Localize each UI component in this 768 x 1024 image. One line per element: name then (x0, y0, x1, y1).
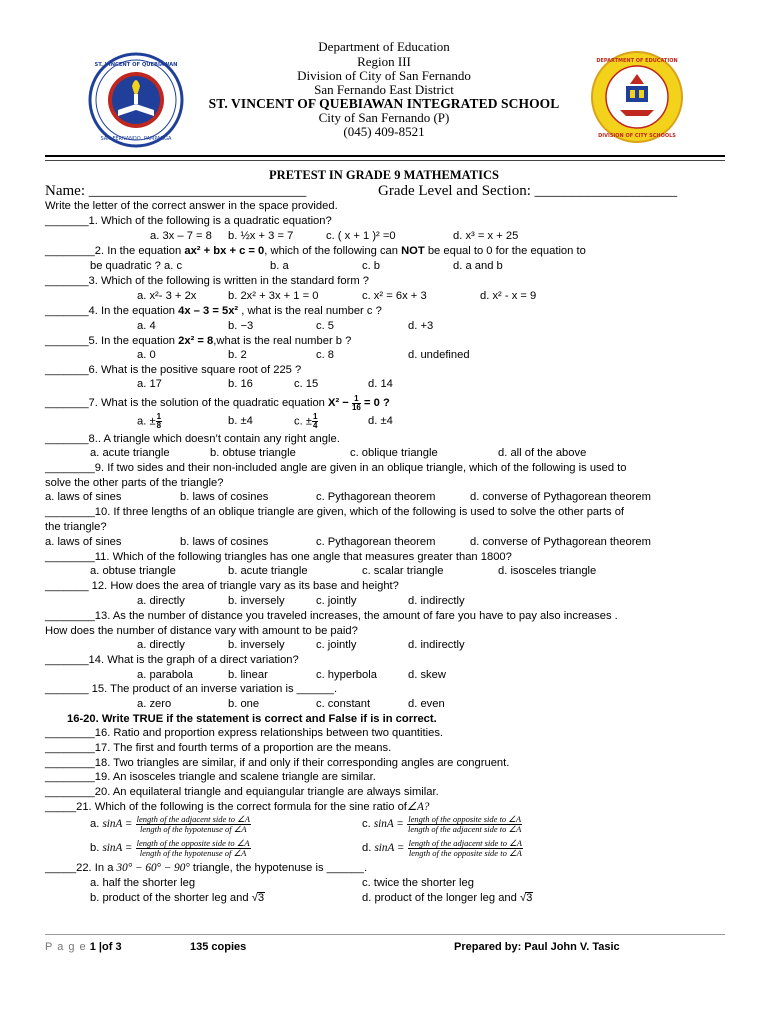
page-word: P a g e (45, 941, 87, 953)
q12-option-c: c. jointly (316, 595, 357, 607)
q21-option-a-label: a. (90, 818, 103, 830)
q22-option-a: a. half the shorter leg (90, 877, 196, 889)
q7-option-c-num: 1 (312, 412, 318, 421)
q21-option-b-fraction (136, 839, 251, 858)
q2-text: ________2. In the equation (45, 245, 185, 257)
question-19: ________19. An isosceles triangle and scalene triangle are similar. (45, 771, 376, 783)
question-9: ________9. If two sides and their non-included angle are given in an oblique triangle, which of the following is used to (45, 462, 627, 474)
page-indicator (45, 941, 122, 953)
q21-option-d (362, 837, 523, 859)
q8-option-c: c. oblique triangle (350, 447, 438, 459)
q7-option-a-num: 1 (156, 412, 162, 421)
q21-option-a-fraction (136, 815, 251, 834)
header-region: Region III (357, 54, 411, 69)
name-blank[interactable]: _____________________________ (88, 183, 307, 199)
q7-option-c-den: 4 (312, 421, 318, 430)
q5-text-end: ,what is the real number b ? (213, 335, 352, 347)
question-20: ________20. An equilateral triangle and equiangular triangle are always similar. (45, 786, 439, 798)
question-14: _______14. What is the graph of a direct variation? (45, 654, 299, 666)
header-city: City of San Fernando (P) (318, 110, 450, 125)
q14-option-a: a. parabola (137, 669, 193, 681)
q21-option-d-sin: sinA = (374, 842, 405, 854)
question-1: _______1. Which of the following is a quadratic equation? (45, 215, 332, 227)
q4-option-c: c. 5 (316, 320, 335, 332)
svg-text:SAN FERNANDO, PAMPANGA: SAN FERNANDO, PAMPANGA (100, 136, 172, 142)
q11-option-b: b. acute triangle (228, 565, 308, 577)
q7-fraction-den: 16 (351, 402, 361, 412)
question-4 (45, 304, 382, 318)
q14-option-c: c. hyperbola (316, 669, 377, 681)
q8-option-b: b. obtuse triangle (210, 447, 296, 459)
q6-option-b: b. 16 (228, 378, 253, 390)
sqrt-icon: √ (251, 892, 258, 904)
q5-option-a: a. 0 (137, 349, 156, 361)
q8-option-d: d. all of the above (498, 447, 587, 459)
q15-option-c: c. constant (316, 698, 371, 710)
q21-d-num: length of the adjacent side to ∠A (408, 837, 522, 848)
q4-option-d: d. +3 (408, 320, 434, 332)
question-13: ________13. As the number of distance you traveled increases, the amount of fare you have to pay also increases . (45, 610, 618, 622)
copies-count: 135 copies (190, 941, 247, 953)
q15-option-a: a. zero (137, 698, 172, 710)
q11-option-a: a. obtuse triangle (90, 565, 176, 577)
q2-option-c: c. b (362, 260, 381, 272)
q21-angle: ∠A? (406, 801, 430, 813)
q22-option-b-text: b. product of the shorter leg and (90, 892, 252, 904)
question-18: ________18. Two triangles are similar, if and only if their corresponding angles are congruent. (45, 757, 510, 769)
page-number: 1 (89, 941, 96, 953)
page-title: PRETEST IN GRADE 9 MATHEMATICS (269, 168, 499, 182)
header-division: Division of City of San Fernando (297, 68, 471, 83)
q2-not: NOT (401, 245, 425, 257)
q7-equation: X² − (328, 397, 349, 409)
name-label: Name: (45, 183, 89, 199)
q7-option-a-fraction (156, 413, 162, 430)
q4-option-a: a. 4 (137, 320, 156, 332)
header-department: Department of Education (318, 39, 450, 54)
q3-option-a: a. x²- 3 + 2x (137, 290, 197, 302)
q15-option-d: d. even (408, 698, 445, 710)
question-16: ________16. Ratio and proportion express relationships between two quantities. (45, 727, 444, 739)
name-line (45, 182, 306, 200)
q10-option-c: c. Pythagorean theorem (316, 536, 436, 548)
q13-option-b: b. inversely (228, 639, 285, 651)
q15-option-b: b. one (228, 698, 260, 710)
true-false-instructions: 16-20. Write TRUE if the statement is correct and False if is in correct. (67, 713, 437, 725)
grade-line (378, 182, 677, 200)
question-21 (45, 800, 429, 814)
q21-option-d-label: d. (362, 842, 375, 854)
q21-option-a-sin: sinA = (102, 818, 133, 830)
q12-option-b: b. inversely (228, 595, 285, 607)
q7-option-a-den: 8 (156, 421, 162, 430)
q11-option-d: d. isosceles triangle (498, 565, 597, 577)
q2-option-a: be quadratic ? a. c (90, 260, 183, 272)
q1-option-c: c. ( x + 1 )² =0 (326, 230, 396, 242)
q21-option-b-sin: sinA = (102, 842, 133, 854)
grade-blank[interactable]: ___________________ (534, 183, 678, 199)
footer-divider (45, 934, 725, 935)
svg-text:DIVISION OF CITY SCHOOLS: DIVISION OF CITY SCHOOLS (598, 133, 676, 139)
q4-text: _______4. In the equation (45, 305, 179, 317)
q7-option-a (137, 413, 162, 430)
q21-option-d-fraction (408, 839, 523, 858)
q22-text-end: triangle, the hypotenuse is ______. (189, 862, 368, 874)
page-of: |of 3 (98, 941, 122, 953)
header-district: San Fernando East District (314, 82, 454, 97)
q22-text: _____22. In a (45, 862, 117, 874)
question-11: ________11. Which of the following triangles has one angle that measures greater than 1800? (45, 551, 512, 563)
svg-text:ST. VINCENT OF QUEBIAWAN: ST. VINCENT OF QUEBIAWAN (94, 62, 178, 68)
q22-option-d-radicand: 3 (526, 892, 533, 904)
q21-option-b-label: b. (90, 842, 103, 854)
q22-option-c: c. twice the shorter leg (362, 877, 474, 889)
q13-option-a: a. directly (137, 639, 185, 651)
q7-option-d: d. ±4 (368, 415, 393, 427)
q10-option-d: d. converse of Pythagorean theorem (470, 536, 651, 548)
question-17: ________17. The first and fourth terms of a proportion are the means. (45, 742, 392, 754)
q2-text-mid: , which of the following can (264, 245, 402, 257)
question-12: _______ 12. How does the area of triangle vary as its base and height? (45, 580, 399, 592)
q3-option-b: b. 2x² + 3x + 1 = 0 (228, 290, 319, 302)
question-6: _______6. What is the positive square root of 225 ? (45, 364, 302, 376)
q21-option-b (90, 837, 251, 859)
question-2 (45, 244, 586, 258)
q6-option-a: a. 17 (137, 378, 162, 390)
question-9-cont: solve the other parts of the triangle? (45, 477, 224, 489)
q7-option-b: b. ±4 (228, 415, 253, 427)
q7-option-c-label: c. ± (294, 415, 312, 428)
q3-option-c: c. x² = 6x + 3 (362, 290, 427, 302)
header-divider (45, 155, 725, 157)
q11-option-c: c. scalar triangle (362, 565, 444, 577)
q2-option-d: d. a and b (453, 260, 503, 272)
q4-option-b: b. −3 (228, 320, 254, 332)
q5-option-d: d. undefined (408, 349, 470, 361)
q22-option-b (90, 891, 265, 905)
question-7 (45, 394, 390, 412)
q12-option-d: d. indirectly (408, 595, 465, 607)
q21-a-den: length of the hypotenuse of ∠A (140, 823, 247, 834)
q4-text-end: , what is the real number c ? (238, 305, 382, 317)
school-name: ST. VINCENT OF QUEBIAWAN INTEGRATED SCHOOL (208, 96, 560, 111)
header-divider-thin (45, 160, 725, 161)
q7-option-c-fraction (312, 413, 318, 430)
question-10-cont: the triangle? (45, 521, 107, 533)
q9-option-c: c. Pythagorean theorem (316, 491, 436, 503)
q6-option-c: c. 15 (294, 378, 319, 390)
q21-option-c (362, 813, 522, 835)
q21-text: _____21. Which of the following is the correct formula for the sine ratio of (45, 801, 407, 813)
q3-option-d: d. x² - x = 9 (480, 290, 537, 302)
q4-equation: 4x – 3 = 5x² (178, 305, 239, 317)
q1-option-b: b. ½x + 3 = 7 (228, 230, 294, 242)
q21-b-den: length of the hypotenuse of ∠A (139, 847, 247, 858)
q22-option-d (362, 891, 533, 905)
q9-option-d: d. converse of Pythagorean theorem (470, 491, 651, 503)
grade-label: Grade Level and Section: (378, 183, 535, 199)
q21-option-a (90, 813, 251, 835)
question-15: _______ 15. The product of an inverse variation is ______. (45, 683, 338, 695)
q5-text: _______5. In the equation (45, 335, 179, 347)
prepared-by: Prepared by: Paul John V. Tasic (454, 941, 620, 953)
question-13-cont: How does the number of distance vary with amount to be paid? (45, 625, 358, 637)
q8-option-a: a. acute triangle (90, 447, 170, 459)
q7-option-c (294, 413, 318, 430)
q21-c-den: length of the adjacent side to ∠A (407, 823, 522, 834)
q14-option-d: d. skew (408, 669, 446, 681)
q1-option-d: d. x³ = x + 25 (453, 230, 519, 242)
sqrt-icon: √ (519, 892, 527, 904)
q22-triangle: 30° − 60° − 90° (116, 862, 190, 874)
q9-option-a: a. laws of sines (45, 491, 122, 503)
q6-option-d: d. 14 (368, 378, 393, 390)
question-5 (45, 334, 351, 348)
q2-equation: ax² + bx + c = 0 (184, 245, 265, 257)
q14-option-b: b. linear (228, 669, 268, 681)
q2-option-b: b. a (270, 260, 289, 272)
q10-option-a: a. laws of sines (45, 536, 122, 548)
q21-a-num: length of the adjacent side to ∠A (136, 813, 250, 824)
q5-option-b: b. 2 (228, 349, 247, 361)
question-10: ________10. If three lengths of an oblique triangle are given, which of the following is used to solve the other parts of (45, 506, 625, 518)
instructions: Write the letter of the correct answer in the space provided. (45, 200, 338, 212)
q21-c-num: length of the opposite side to ∠A (408, 813, 522, 824)
q7-text: _______7. What is the solution of the quadratic equation (45, 397, 328, 409)
q10-option-b: b. laws of cosines (180, 536, 269, 548)
q22-option-b-radicand: 3 (257, 892, 265, 904)
q2-text-end: be equal to 0 for the equation to (424, 245, 586, 257)
q13-option-c: c. jointly (316, 639, 357, 651)
q21-option-c-label: c. (362, 818, 374, 830)
svg-text:DEPARTMENT OF EDUCATION: DEPARTMENT OF EDUCATION (596, 58, 678, 64)
q21-b-num: length of the opposite side to ∠A (136, 837, 250, 848)
q21-option-c-sin: sinA = (373, 818, 404, 830)
q9-option-b: b. laws of cosines (180, 491, 269, 503)
q22-option-d-text: d. product of the longer leg and (362, 892, 520, 904)
q5-option-c: c. 8 (316, 349, 335, 361)
header-phone: (045) 409-8521 (343, 124, 425, 139)
q7-fraction (352, 395, 361, 412)
q21-option-c-fraction (407, 815, 522, 834)
q7-fraction-num: 1 (352, 395, 361, 404)
q5-equation: 2x² = 8 (178, 335, 214, 347)
question-8: _______8.. A triangle which doesn’t contain any right angle. (45, 433, 340, 445)
q13-option-d: d. indirectly (408, 639, 465, 651)
q7-option-a-label: a. ± (137, 415, 156, 428)
question-22 (45, 861, 367, 875)
question-3: _______3. Which of the following is written in the standard form ? (45, 275, 369, 287)
q21-d-den: length of the opposite side to ∠A (408, 847, 522, 858)
q7-text-end: = 0 ? (360, 397, 390, 409)
q12-option-a: a. directly (137, 595, 185, 607)
q1-option-a: a. 3x – 7 = 8 (150, 230, 212, 242)
